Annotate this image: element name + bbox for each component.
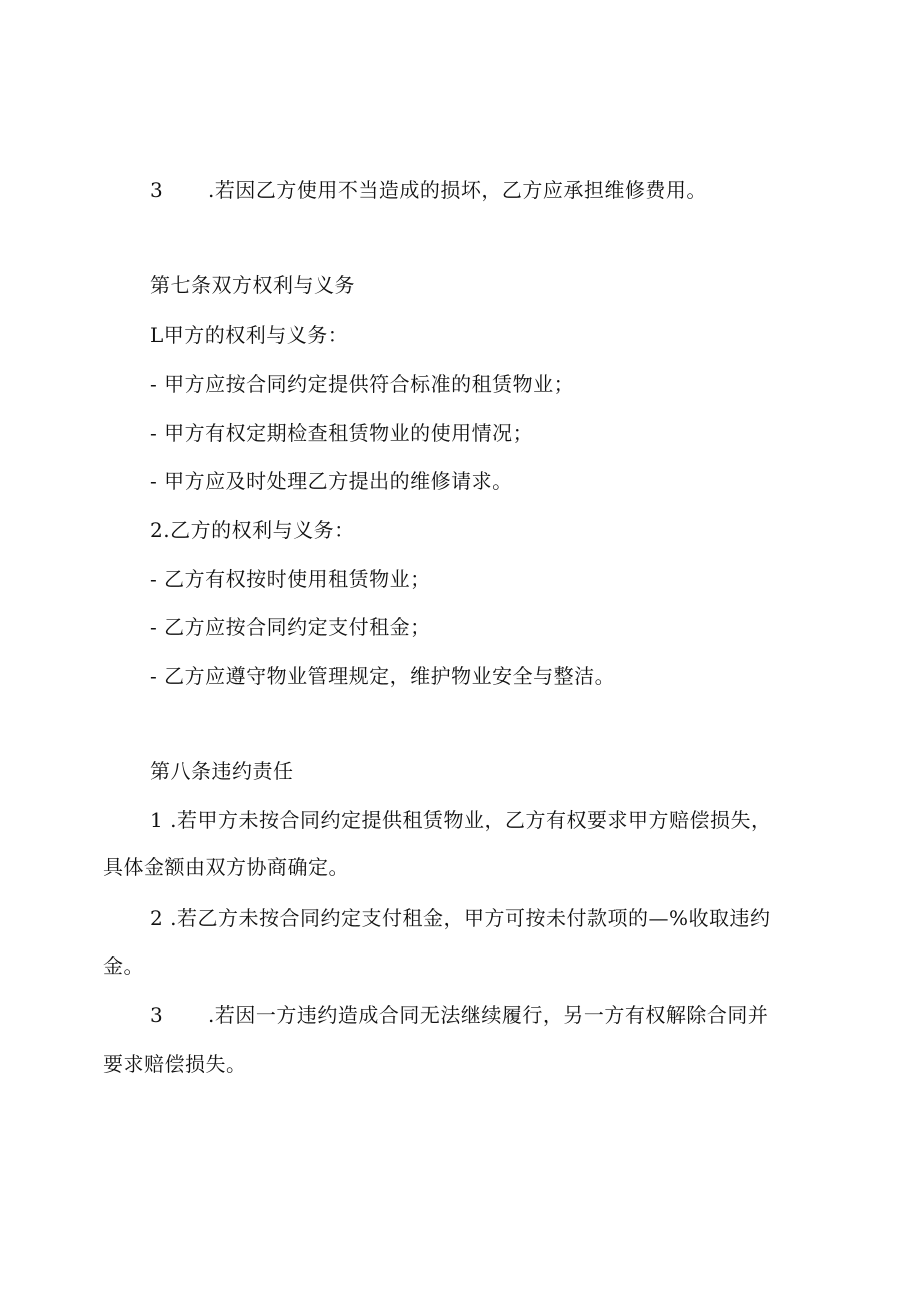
party-b-item-3: - 乙方应遵守物业管理规定，维护物业安全与整洁。 [150,664,616,688]
clause-text: .若因乙方使用不当造成的损坏，乙方应承担维修费用。 [208,178,707,202]
clause-8-1-line-2: 具体金额由双方协商确定。 [103,855,349,879]
clause-8-3-line-1 [150,1001,768,1029]
party-a-item-3: - 甲方应及时处理乙方提出的维修请求。 [150,469,513,493]
clause-8-2-line-1: 2 .若乙方未按合同约定支付租金，甲方可按未付款项的—%收取违约 [150,906,771,930]
clause-number: 3 [150,178,164,202]
clause-8-2-line-2: 金。 [103,954,144,978]
party-a-item-2: - 甲方有权定期检查租赁物业的使用情况； [150,421,534,445]
party-b-heading: 2.乙方的权利与义务： [150,518,355,542]
party-b-item-1: - 乙方有权按时使用租赁物业； [150,567,431,591]
clause-7-3 [150,176,707,204]
party-a-heading: L甲方的权利与义务： [150,323,349,347]
clause-text: .若因一方违约造成合同无法继续履行，另一方有权解除合同并 [208,1003,769,1027]
clause-8-3-line-2: 要求赔偿损失。 [103,1052,247,1076]
clause-number: 3 [150,1003,164,1027]
party-b-item-2: - 乙方应按合同约定支付租金； [150,615,431,639]
clause-8-1-line-1: 1 .若甲方未按合同约定提供租赁物业，乙方有权要求甲方赔偿损失， [150,808,772,832]
article-8-heading: 第八条违约责任 [150,759,294,783]
party-a-item-1: - 甲方应按合同约定提供符合标准的租赁物业； [150,372,575,396]
article-7-heading: 第七条双方权利与义务 [150,273,355,297]
